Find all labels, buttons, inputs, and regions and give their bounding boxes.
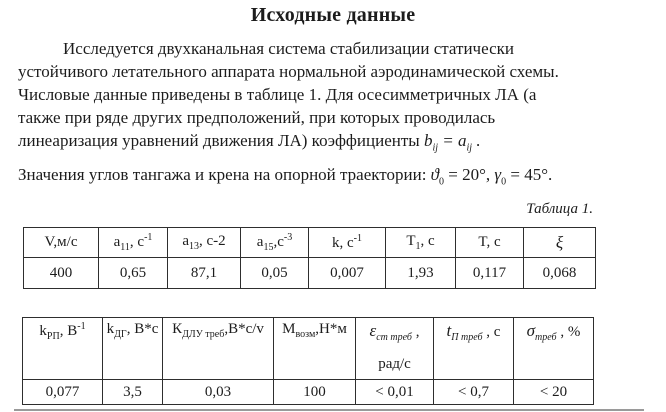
cutoff-next-element-edge: [14, 409, 644, 411]
t2-value-cell: 0,03: [163, 380, 274, 405]
t1-value-cell: 87,1: [168, 258, 241, 289]
table-2: [22, 317, 594, 405]
formula-bij-equals-aij: $b_{ij} = a_{ij}$ .: [423, 131, 481, 154]
t1-value-cell: 0,068: [524, 258, 596, 289]
t2-header-sigma: $\sigma_{треб}$ , %: [514, 318, 594, 380]
t2-header-tp: $t_{П треб}$ , с: [434, 318, 514, 380]
t1-value-cell: 1,93: [386, 258, 456, 289]
t2-value-cell: 100: [274, 380, 356, 405]
theta-symbol: ϑ: [430, 165, 440, 184]
paragraph-line: устойчивого летательного аппарата нормальной аэродинамической схемы.: [18, 62, 559, 81]
t2-header-epsilon-units: рад/с: [378, 356, 411, 372]
t1-header-T1: $T_1$, c: [386, 228, 456, 258]
t2-value-cell: 0,077: [23, 380, 103, 405]
paragraph-line: Исследуется двухканальная система стабилизации статически: [63, 39, 514, 58]
t2-value-cell: < 0,7: [434, 380, 514, 405]
gamma-symbol: γ: [494, 165, 502, 184]
t1-header-a11: $a_{11}$, $c^{-1}$: [99, 228, 168, 258]
t2-header-epsilon: $\varepsilon_{ст треб}$ , рад/с: [356, 318, 434, 380]
intro-paragraph: [18, 37, 618, 159]
paragraph-text: Значения углов тангажа и крена на опорной траектории:: [18, 165, 431, 184]
angles-paragraph: [18, 165, 638, 187]
table-1-header-row: [24, 228, 596, 258]
paragraph-line-with-formula: [18, 129, 618, 159]
gamma-value: = 45°.: [506, 165, 553, 184]
theta-subscript: 0: [439, 176, 445, 188]
t1-header-T: T, c: [456, 228, 524, 258]
t1-header-xi: ξ: [524, 228, 596, 258]
table-2-data-row: [23, 380, 594, 405]
t2-header-mvozm: $М_{возм},Н*м$: [274, 318, 356, 380]
t1-header-a13: $a_{13}$, с-2: [168, 228, 241, 258]
gamma-subscript: 0: [501, 176, 507, 188]
t2-header-krp: $k_{РП}$, $В^{-1}$: [23, 318, 103, 380]
t2-header-kdg: $k_{ДГ}$, В*с: [103, 318, 163, 380]
t2-value-cell: 3,5: [103, 380, 163, 405]
paragraph-text: линеаризация уравнений движения ЛА) коэффициенты: [18, 131, 424, 150]
table-1-data-row: [24, 258, 596, 289]
theta-value: = 20°,: [444, 165, 495, 184]
table-2-header-row: [23, 318, 594, 380]
table-1-caption: Таблица 1.: [526, 201, 593, 217]
table-1: [23, 227, 596, 289]
t2-value-cell: < 20: [514, 380, 594, 405]
t1-value-cell: 0,05: [241, 258, 309, 289]
paragraph-line: также при ряде других предположений, при которых проводилась: [18, 108, 496, 127]
t2-value-cell: < 0,01: [356, 380, 434, 405]
t1-value-cell: 0,117: [456, 258, 524, 289]
t2-header-kdlu: $К_{ДЛУ треб},В*с/v$: [163, 318, 274, 380]
t1-value-cell: 400: [24, 258, 99, 289]
page-title: Исходные данные: [250, 4, 416, 26]
paragraph-line: Числовые данные приведены в таблице 1. Для осесимметричных ЛА (а: [18, 85, 537, 104]
t1-value-cell: 0,007: [309, 258, 386, 289]
t1-header-k: k, $c^{-1}$: [309, 228, 386, 258]
t1-header-V: V,м/с: [24, 228, 99, 258]
t1-value-cell: 0,65: [99, 258, 168, 289]
t1-header-a15: $a_{15},c^{-3}$: [241, 228, 309, 258]
